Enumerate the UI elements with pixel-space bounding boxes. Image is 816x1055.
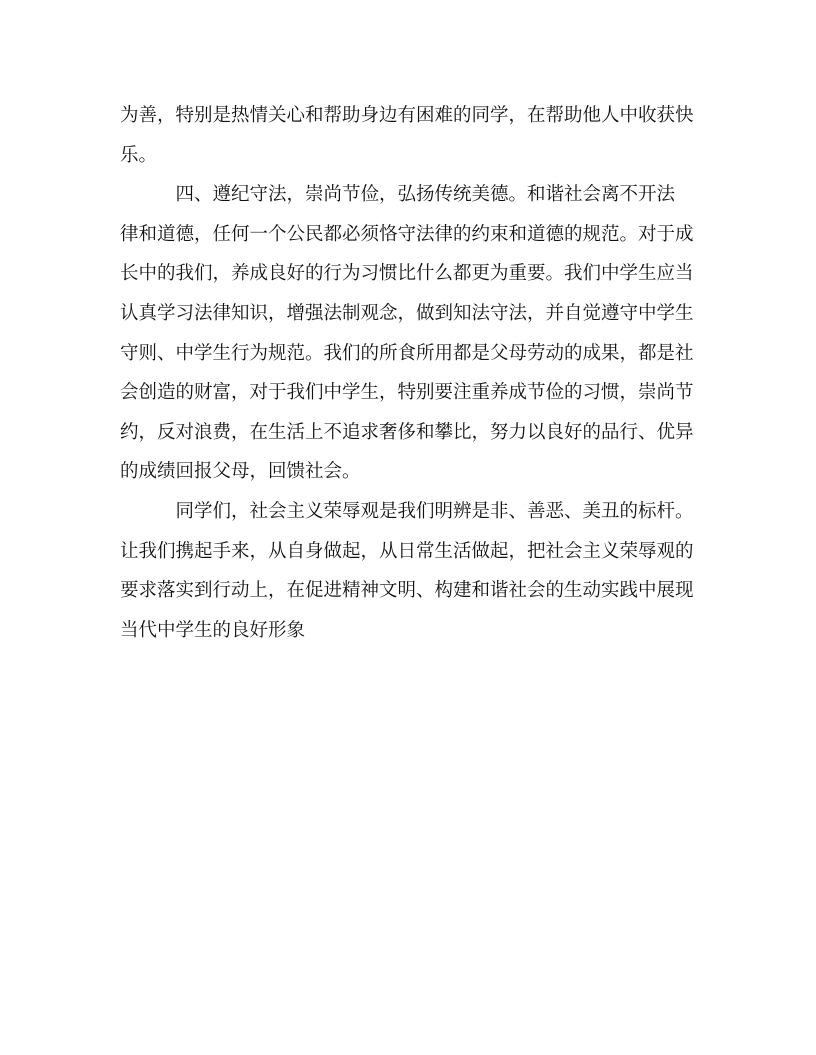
text-line: 乐。	[120, 144, 158, 166]
text-line: 要求落实到行动上，在促进精神文明、构建和谐社会的生动实践中展现	[120, 580, 694, 602]
text-line: 为善，特别是热情关心和帮助身边有困难的同学，在帮助他人中收获快	[120, 105, 694, 126]
text-line: 当代中学生的良好形象	[120, 619, 306, 641]
text-line: 律和道德，任何一个公民都必须恪守法律的约束和道德的规范。对于成	[120, 223, 694, 245]
text-line: 约，反对浪费，在生活上不追求奢侈和攀比，努力以良好的品行、优异	[120, 421, 694, 443]
text-line: 同学们，社会主义荣辱观是我们明辨是非、善恶、美丑的标杆。	[120, 500, 694, 522]
text-line: 守则、中学生行为规范。我们的所食所用都是父母劳动的成果，都是社	[120, 342, 694, 364]
text-line: 长中的我们，养成良好的行为习惯比什么都更为重要。我们中学生应当	[120, 263, 694, 285]
body-text	[120, 96, 700, 650]
text-line: 会创造的财富，对于我们中学生，特别要注重养成节俭的习惯，崇尚节	[120, 382, 694, 404]
paragraph-2	[120, 175, 700, 492]
text-line: 四、遵纪守法，崇尚节俭，弘扬传统美德。和谐社会离不开法	[120, 184, 676, 206]
text-line: 的成绩回报父母，回馈社会。	[120, 461, 361, 483]
paragraph-3	[120, 492, 700, 650]
text-line: 认真学习法律知识，增强法制观念，做到知法守法，并自觉遵守中学生	[120, 302, 694, 324]
text-line: 让我们携起手来，从自身做起，从日常生活做起，把社会主义荣辱观的	[120, 540, 694, 562]
paragraph-1	[120, 96, 700, 175]
